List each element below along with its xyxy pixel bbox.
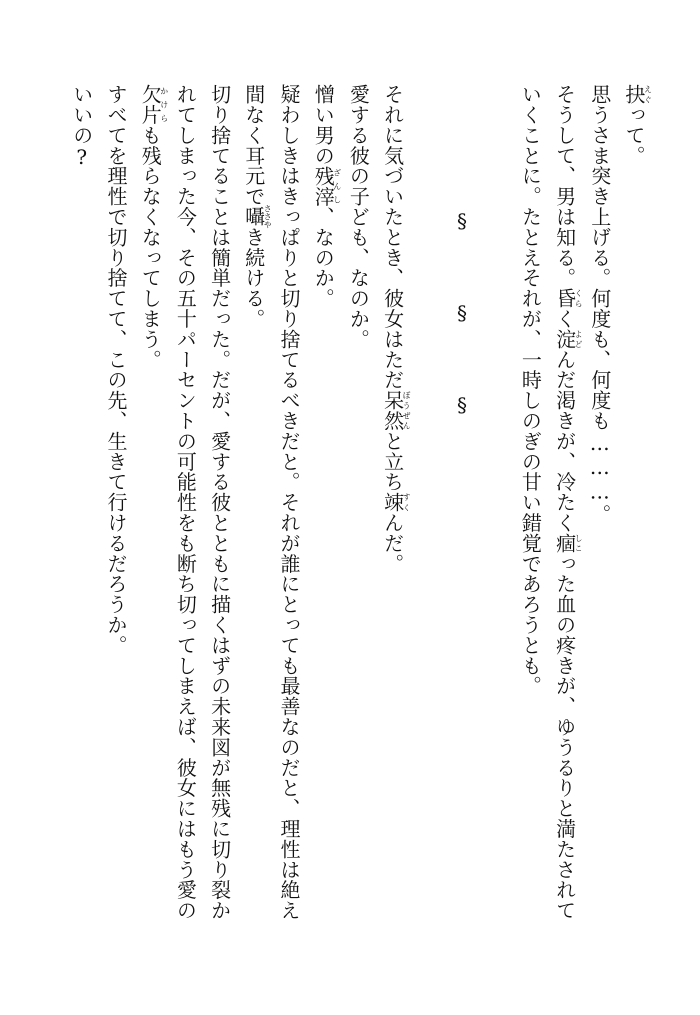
text-line: すべてを理性で切り捨てて、この先、生きて行けるだろうか。 xyxy=(103,84,128,656)
ruby-word: 昏くら xyxy=(552,288,584,309)
text-line: 思うさま突き上げる。何度も、何度も………。 xyxy=(587,84,612,525)
ruby-word: 呆然ぼうぜん xyxy=(380,390,412,431)
ruby-word: 竦すく xyxy=(380,492,412,513)
text-line: 憎い男の残滓ざんし、なのか。 xyxy=(311,84,342,309)
text-line: 抉えぐって。 xyxy=(622,84,653,166)
ruby-word: 痼しこ xyxy=(552,532,584,554)
text-line: そうして、男は知る。昏くらく淀よどんだ渇きが、冷たく痼しこった血の疼きが、ゆうるりと満たされて xyxy=(552,84,584,921)
text-line: いいの? xyxy=(69,84,94,170)
text-line: それに気づいたとき、彼女はただ呆然ぼうぜんと立ち竦すくんだ。 xyxy=(380,84,412,574)
text-line: 間なく耳元で囁ささやき続ける。 xyxy=(241,84,273,329)
ruby-word: 欠片かけら xyxy=(138,84,169,125)
section-break: § § § xyxy=(450,209,474,439)
ruby-word: 残滓ざんし xyxy=(311,165,342,207)
ruby-word: 淀よど xyxy=(552,328,584,350)
text-line: 欠片かけらも残らなくなってしまう。 xyxy=(138,84,169,370)
text-line: 切り捨てることは簡単だった。だが、愛する彼とともに描くはずの未来図が無残に切り裂か xyxy=(207,84,232,921)
text-line: 疑わしきはきっぱりと切り捨てるべきだと。それが誰にとっても最善なのだと、理性は絶え xyxy=(277,84,301,921)
vertical-text-block xyxy=(48,84,652,969)
blank-line xyxy=(411,84,445,969)
ruby-word: 抉えぐ xyxy=(622,84,653,105)
text-line: 愛する彼の子ども、なのか。 xyxy=(346,84,371,350)
blank-line xyxy=(479,84,513,969)
ruby-word: 囁ささや xyxy=(241,204,273,229)
text-line: れてしまった今、その五十パーセントの可能性をも断ち切ってしまえば、彼女にはもう愛の xyxy=(173,84,198,921)
text-line: いくことに。たとえそれが、一時しのぎの甘い錯覚であろうとも。 xyxy=(518,84,543,696)
